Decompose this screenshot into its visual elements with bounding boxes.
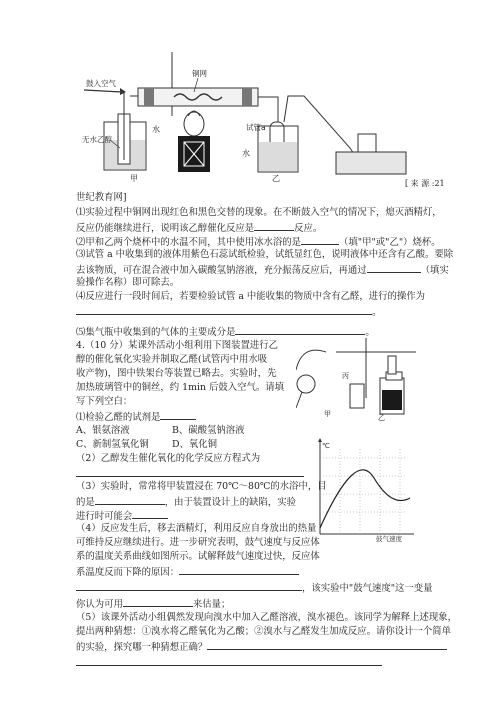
- q4-part-3-3: [76, 509, 168, 523]
- option-b[interactable]: B、碳酸氢钠溶液: [172, 425, 245, 436]
- q4-part-4-1: （4）反应发生后，移去酒精灯，利用反应自身放出的热量: [76, 523, 317, 534]
- q4-part-5-2: 提出两种猜想：①溴水将乙醛氧化为乙酸；②溴水与乙醛发生加成反应。请你设计一个简单: [76, 626, 452, 637]
- q4-intro-1: 4.（10 分）某课外活动小组利用下图装置进行乙: [76, 340, 278, 351]
- answer-blank[interactable]: [132, 509, 168, 519]
- answer-blank[interactable]: [76, 581, 302, 591]
- q4-part-3-1: （3）实验时，常常将甲装置浸在 70℃～80℃的水浴中，目: [76, 481, 327, 492]
- q4-part-5-answer: [76, 656, 382, 670]
- q4-part-3-2: [76, 495, 296, 509]
- answer-blank[interactable]: [254, 221, 294, 231]
- temperature-curve: [320, 470, 410, 528]
- q4-part-1: [76, 410, 196, 424]
- q4-part-4-6: [76, 597, 230, 611]
- q4-part-5-1: （5）该课外活动小组偶然发现向溴水中加入乙醛溶液，溴水褪色。该同学为解释上述现象，: [76, 612, 457, 623]
- q4-part-3-text: 的是: [76, 497, 95, 508]
- apparatus-figure-1: [82, 52, 412, 184]
- x-axis-label: 鼓气速度: [376, 535, 402, 542]
- question-4-line: ⑷反应进行一段时间后，若要检验试管 a 中能收集的物质中含有乙醛，进行的操作为: [76, 291, 426, 302]
- question-5-line: [76, 325, 375, 339]
- question-3-line: ⑶试管 a 中收集到的液体用紫色石蕊试纸检验，试纸显红色，说明液体中还含有乙酸。要除: [76, 249, 454, 260]
- q4-intro-2: 醇的催化氧化实验并制取乙醛(试管丙中用水吸: [76, 354, 268, 365]
- label-ethanol: 无水乙醇: [82, 135, 112, 144]
- label-water-2: 水: [242, 149, 250, 158]
- q4-part-3-end: 进行时可能会: [76, 511, 133, 522]
- answer-blank[interactable]: [367, 263, 421, 273]
- answer-blank[interactable]: [179, 565, 299, 575]
- question-2-line: [76, 235, 441, 249]
- question-2-text: ⑵甲和乙两个烧杯中的水温不同，其中使用冰水浴的是: [76, 237, 302, 248]
- q4-part-2-answer: [76, 467, 304, 481]
- label-copper-mesh: 铜网: [192, 69, 207, 78]
- answer-blank[interactable]: [301, 235, 339, 245]
- label-air-in: 鼓入空气: [86, 79, 116, 88]
- q4-part-3-mid: ，由于装置设计上的缺陷，实验: [164, 497, 297, 508]
- text-line-1: 世纪教育网]: [76, 192, 127, 203]
- option-a[interactable]: A、银氨溶液: [76, 425, 130, 436]
- answer-blank[interactable]: [76, 467, 304, 477]
- option-d[interactable]: D、氧化铜: [172, 439, 218, 450]
- label-jia-2: 甲: [324, 410, 331, 418]
- answer-blank[interactable]: [95, 495, 165, 505]
- question-3-text: 去该物质，可在混合液中加入碳酸氢钠溶液，充分振荡反应后，再通过: [76, 265, 367, 276]
- answer-blank[interactable]: [123, 597, 193, 607]
- question-1-text: 反应仍能继续进行，说明该乙醇催化反应是: [76, 223, 255, 234]
- apparatus-figure-2: [296, 338, 420, 422]
- q4-part-2-text: （2）乙醇发生催化氧化的化学反应方程式为: [76, 453, 261, 464]
- question-5-text: ⑸集气瓶中收集到的气体的主要成分是: [76, 327, 236, 338]
- answer-blank[interactable]: [76, 305, 372, 315]
- question-5-suffix: 。: [365, 327, 375, 338]
- answer-blank[interactable]: [235, 325, 365, 335]
- q4-intro-4: 加热玻璃管中的铜丝，约 1min 后鼓入空气。请填: [76, 382, 284, 393]
- q4-part-4-2: 可维持反应继续进行。进一步研究表明，鼓气速度与反应体: [76, 537, 320, 548]
- q4-part-1-text: ⑴检验乙醛的试剂是: [76, 412, 161, 423]
- q4-part-4-5: [76, 581, 433, 595]
- question-4-suffix: 。: [372, 307, 382, 318]
- answer-blank[interactable]: [160, 410, 196, 420]
- q4-intro-5: 写下列空白：: [76, 396, 133, 407]
- question-3-suffix: （填实: [420, 265, 449, 276]
- answer-blank[interactable]: [76, 656, 382, 666]
- q4-part-4-measure-end: 来估量；: [192, 599, 231, 610]
- q4-part-4-measure: 你认为可用: [76, 599, 123, 610]
- question-4-answer: [76, 305, 381, 319]
- q4-part-4-3: 系的温度关系曲线如图所示。试解释鼓气速度过快，反应体: [76, 551, 320, 562]
- question-3-line-3: 验操作名称）即可除去。: [76, 277, 180, 288]
- source-tag: [ 来 源 :21: [405, 179, 445, 188]
- label-yi: 乙: [272, 174, 280, 183]
- answer-blank[interactable]: [207, 640, 447, 650]
- q4-part-4-4: [76, 565, 299, 579]
- label-jia: 甲: [130, 174, 138, 183]
- label-test-tube-a: 试管a: [246, 123, 266, 132]
- q4-intro-3: 收产物)，图中铁架台等装置已略去。实验时，先: [76, 368, 277, 379]
- question-2-suffix: （填"甲"或"乙"）烧杯。: [339, 237, 441, 248]
- q4-part-4-cont: ，该实验中"鼓气速度"这一变量: [302, 583, 433, 594]
- q4-part-4-text: 系温度反而下降的原因：: [76, 567, 180, 578]
- label-yi-2: 乙: [378, 414, 385, 422]
- label-bing: 丙: [342, 372, 349, 380]
- y-unit-label: ℃: [322, 442, 330, 450]
- question-1-answer-line: [76, 221, 322, 235]
- q4-part-5-text: 的实验，探究哪一种猜想正确？: [76, 642, 208, 653]
- label-water-1: 水: [152, 125, 160, 134]
- question-3-line-2: [76, 263, 449, 277]
- question-1-line: ⑴实验过程中铜网出现红色和黑色交替的现象。在不断鼓入空气的情况下，熄灭酒精灯，: [76, 207, 442, 218]
- question-1-suffix: 反应。: [294, 223, 323, 234]
- option-c[interactable]: C、新制氢氧化铜: [76, 439, 149, 450]
- temperature-curve-figure: [306, 438, 418, 542]
- q4-part-5-3: [76, 640, 447, 654]
